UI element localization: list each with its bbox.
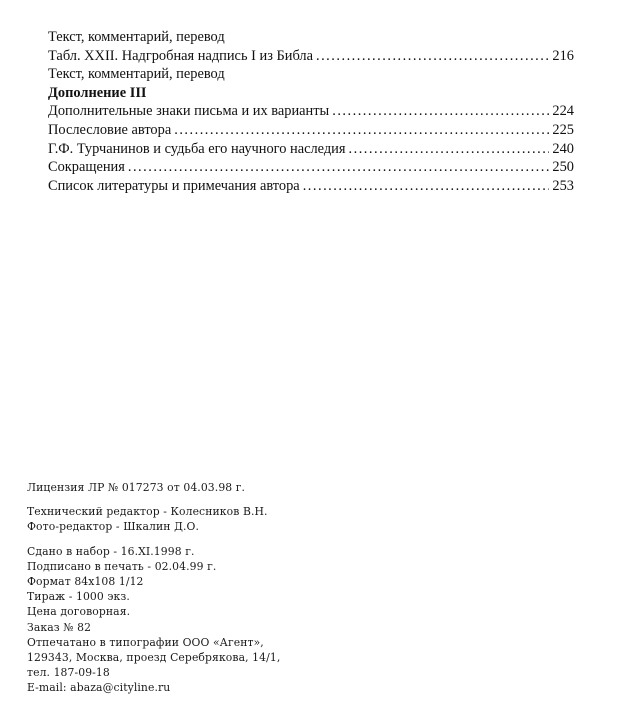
toc-entry bbox=[48, 102, 574, 121]
print-run-line: Тираж - 1000 экз. bbox=[27, 590, 130, 604]
toc-leader-dots bbox=[332, 102, 549, 121]
toc-entry-title: Текст, комментарий, перевод bbox=[48, 29, 225, 45]
price-line: Цена договорная. bbox=[27, 605, 131, 619]
toc-entry-page: 240 bbox=[552, 140, 574, 157]
toc-entry-title: Сокращения bbox=[48, 159, 125, 176]
typeset-date-line: Сдано в набор - 16.XI.1998 г. bbox=[27, 544, 195, 558]
toc-entry bbox=[48, 177, 574, 196]
toc-entry-title: Текст, комментарий, перевод bbox=[48, 66, 225, 83]
toc-entry bbox=[48, 158, 574, 177]
printer-line: Отпечатано в типографии ООО «Агент», bbox=[27, 635, 264, 649]
table-of-contents bbox=[48, 28, 574, 195]
toc-entry bbox=[48, 65, 574, 84]
toc-entry-title: Табл. XXII. Надгробная надпись I из Библа bbox=[48, 47, 313, 64]
toc-entry bbox=[48, 28, 574, 47]
toc-entry-title: Г.Ф. Турчанинов и судьба его научного наследия bbox=[48, 140, 346, 157]
photo-editor-line: Фото-редактор - Шкалин Д.О. bbox=[27, 520, 199, 534]
toc-entry-page: 225 bbox=[552, 121, 574, 138]
toc-entry bbox=[48, 140, 574, 159]
colophon bbox=[27, 480, 280, 695]
address-line: 129343, Москва, проезд Серебрякова, 14/1, bbox=[27, 650, 281, 664]
toc-entry-page: 250 bbox=[552, 159, 574, 176]
tech-editor-line: Технический редактор - Колесников В.Н. bbox=[27, 505, 268, 519]
toc-entry-page: 224 bbox=[552, 103, 574, 120]
order-line: Заказ № 82 bbox=[27, 620, 92, 634]
toc-section-heading bbox=[48, 84, 574, 103]
format-line: Формат 84х108 1/12 bbox=[27, 574, 144, 588]
toc-entry bbox=[48, 47, 574, 66]
toc-entry-title: Дополнительные знаки письма и их варианты bbox=[48, 103, 330, 120]
toc-leader-dots bbox=[316, 47, 549, 66]
toc-entry-title: Послесловие автора bbox=[48, 121, 172, 138]
toc-entry-title: Список литературы и примечания автора bbox=[48, 177, 300, 194]
toc-entry-page: 216 bbox=[552, 47, 574, 64]
email-line: E-mail: abaza@cityline.ru bbox=[27, 681, 171, 695]
toc-leader-dots bbox=[349, 140, 550, 159]
license-line: Лицензия ЛР № 017273 от 04.03.98 г. bbox=[27, 481, 246, 494]
toc-leader-dots bbox=[303, 177, 550, 196]
toc-entry-title: Дополнение III bbox=[48, 84, 147, 101]
phone-line: тел. 187-09-18 bbox=[27, 666, 110, 680]
toc-leader-dots bbox=[174, 121, 549, 140]
toc-leader-dots bbox=[128, 158, 550, 177]
toc-entry-page: 253 bbox=[552, 177, 574, 194]
signed-date-line: Подписано в печать - 02.04.99 г. bbox=[27, 559, 217, 573]
toc-entry bbox=[48, 121, 574, 140]
